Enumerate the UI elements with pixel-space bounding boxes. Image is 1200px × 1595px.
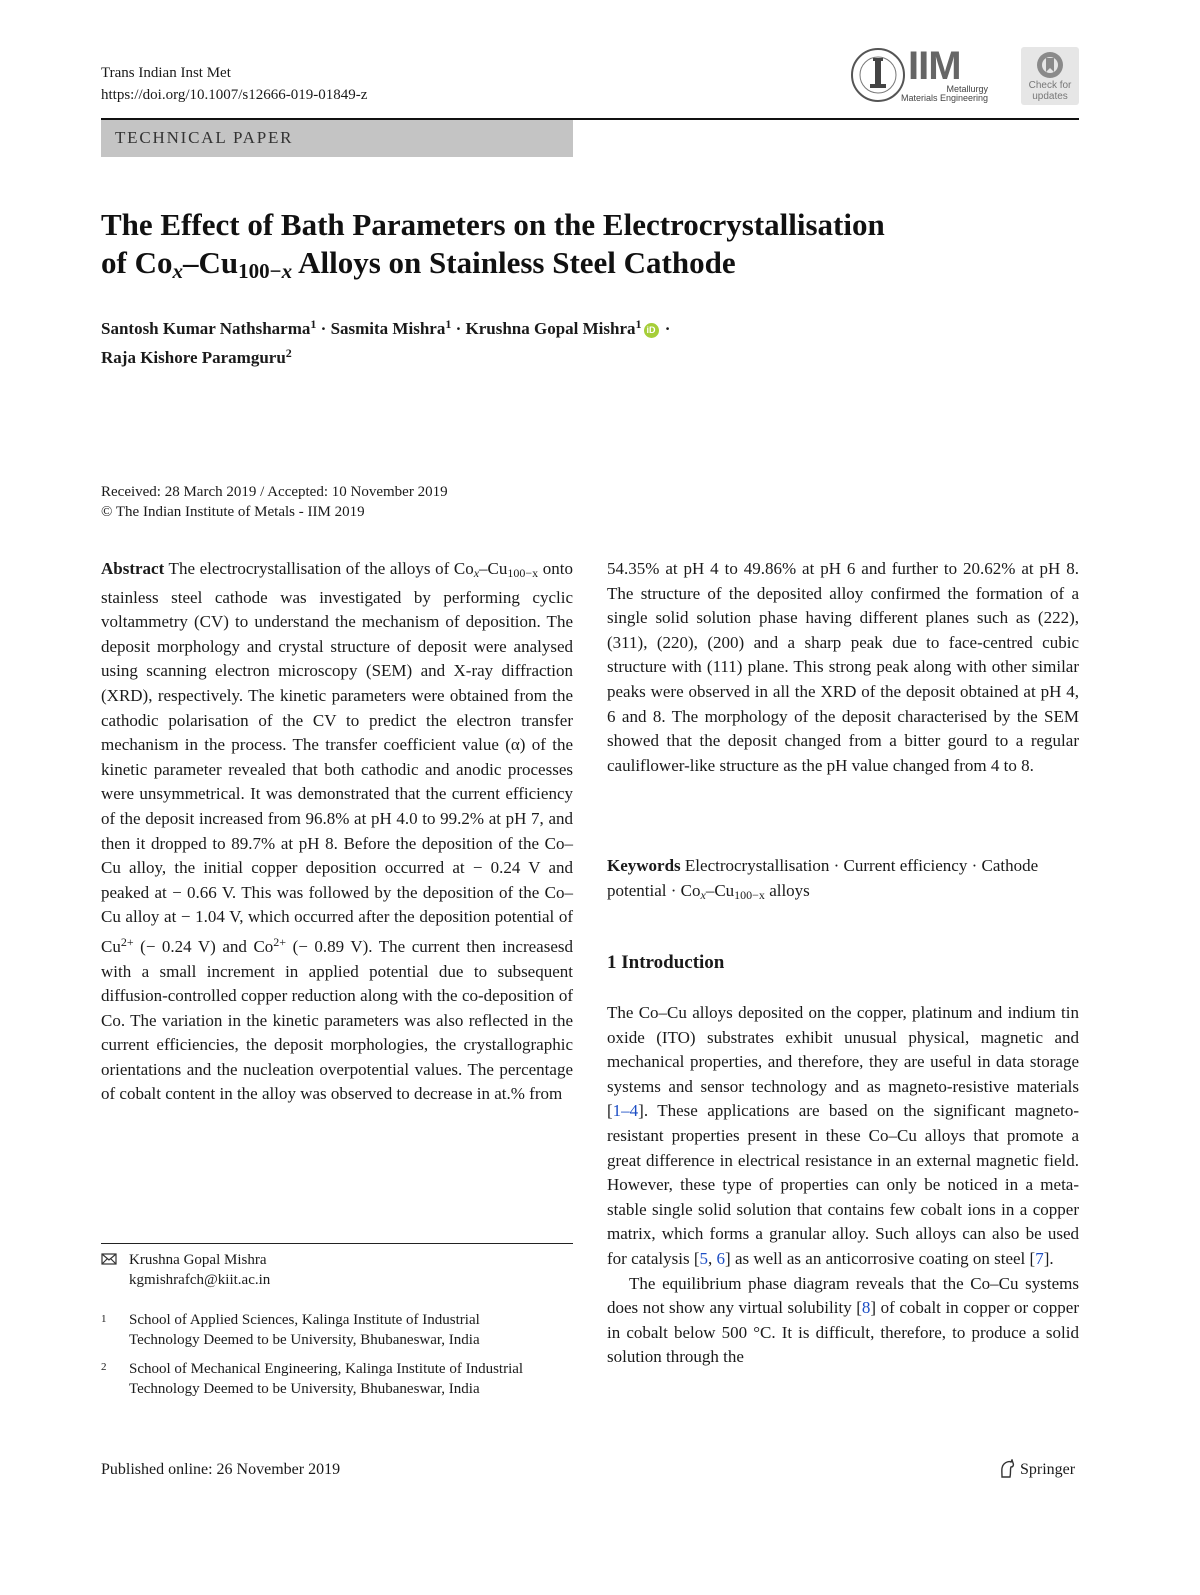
check-for-updates-badge[interactable] <box>1021 47 1079 105</box>
paper-title <box>101 206 1081 290</box>
published-online: Published online: 26 November 2019 <box>101 1461 341 1478</box>
copyright-line: © The Indian Institute of Metals - IIM 2019 <box>101 504 365 520</box>
iim-logo <box>850 46 990 104</box>
author-name[interactable]: Santosh Kumar Nathsharma <box>101 319 311 338</box>
section-type-label: TECHNICAL PAPER <box>115 128 294 147</box>
envelope-icon[interactable] <box>101 1252 117 1271</box>
title-line2: of Cox–Cu100−x Alloys on Stainless Steel Cathode <box>101 245 736 283</box>
abstract-text: Abstract The electrocrystallisation of the alloys of $Co_x-Cu_{100-x}$ onto stainless steel cathode was investigated by performing cyclic voltammetry (CV) to understand the mechanism of deposition. The deposit morphology and crystal structure of deposit were analysed using scanning electron microscopy (SEM) and X-ray diffraction (XRD), respectively. The kinetic parameters were obtained from the cathodic polarisation of the CV to predict the electron transfer mechanism in the process. The transfer coefficient value (α) of the kinetic parameter revealed that both cathodic and anodic processes were unsymmetrical. It was demonstrated that the current efficiency of the deposit increased from 96.8% at pH 4.0 to 99.2% at pH 7, and then it dropped to 89.7% at pH 8. Before the deposition of the Co–Cu alloy, the initial copper deposition occurred at − 0.24 V and peaked at − 0.66 V. This was followed by the deposition of the Co–Cu alloy at − 1.04 V, which occurred after the deposition potential of $Cu^{2+}$ (− 0.24 V) and $Co^{2+}$ (− 0.89 V). The current then increasesd with a small increment in applied potential due to subsequent diffusion-controlled copper reduction along with the co-deposition of Co. The variation in the kinetic parameters was also reflected in the current efficiencies, the deposit morphologies, the crystallographic orientations and the nucleation overpotential values. The percentage of cobalt content in the alloy was observed to decrease in at.% from <box>101 559 573 1104</box>
citation-link[interactable]: 5 <box>699 1248 709 1268</box>
corresponding-email[interactable]: kgmishrafch@kiit.ac.in <box>129 1272 271 1288</box>
abstract-label: Abstract <box>101 559 165 578</box>
springer-horse-icon <box>998 1459 1016 1484</box>
doi-link[interactable]: https://doi.org/10.1007/s12666-019-01849-z <box>101 87 368 103</box>
abstract-continued <box>607 557 1079 778</box>
abstract-column <box>101 557 573 1107</box>
affiliation-2: School of Mechanical Engineering, Kalinga Institute of Industrial Technology Deemed to be University, Bhubaneswar, India <box>129 1361 524 1397</box>
corresponding-name: Krushna Gopal Mishra <box>129 1252 267 1268</box>
title-line1: The Effect of Bath Parameters on the Electrocrystallisation <box>101 207 885 242</box>
iim-logo-line2: Materials Engineering <box>900 93 988 103</box>
keywords: Keywords Electrocrystallisation · Current efficiency · Cathode potential · $Co_x-Cu_{100-x}$ alloys <box>607 856 1039 902</box>
keywords-label: Keywords <box>607 856 681 875</box>
author-name[interactable]: Krushna Gopal Mishra <box>465 319 636 338</box>
bookmark-circle-icon <box>1035 50 1065 80</box>
abstract-continued-text: 54.35% at pH 4 to 49.86% at pH 6 and further to 20.62% at pH 8. The structure of the deposited alloy confirmed the formation of a single solid solution phase having different planes such as (222), (311), (220), (200) and a sharp peak due to face-centred cubic structure with (111) plane. This strong peak along with other similar peaks were observed in all the XRD of the deposit obtained at pH 4, 6 and 8. The morphology of the deposit characterised by the SEM showed that the deposit changed from a bitter gourd to a regular cauliflower-like structure as the pH value changed from 4 to 8. <box>607 559 1079 775</box>
article-dates <box>101 482 448 522</box>
citation-link[interactable]: 1–4 <box>612 1101 639 1121</box>
iim-logo-text: IIM <box>908 44 961 88</box>
citation-link[interactable]: 6 <box>716 1248 726 1268</box>
intro-paragraph-2: The equilibrium phase diagram reveals that the Co–Cu systems does not show any virtual solubility [8] of cobalt in copper or copper in cobalt below 500 °C. It is difficult, therefore, to produce a solid solution through the <box>607 1273 1079 1367</box>
journal-name: Trans Indian Inst Met <box>101 65 231 81</box>
iim-logo-line1: Metallurgy <box>946 84 988 94</box>
check-updates-line2: updates <box>1032 91 1068 102</box>
affiliation-1: School of Applied Sciences, Kalinga Institute of Industrial Technology Deemed to be University, Bhubaneswar, India <box>129 1312 480 1348</box>
citation-link[interactable]: 7 <box>1035 1248 1044 1268</box>
received-accepted: Received: 28 March 2019 / Accepted: 10 November 2019 <box>101 484 448 500</box>
intro-paragraph-1: The Co–Cu alloys deposited on the copper, platinum and indium tin oxide (ITO) substrates exhibit unusual physical, magnetic and mechanical properties, and therefore, they are useful in data storage systems and sensor technology and as magneto-resistive materials [1–4]. These applications are based on the significant magneto-resistant properties present in these Co–Cu alloys that promote a great difference in electrical resistance in an external magnetic field. However, these type of properties can only be noticed in a meta-stable single solid solution that contains few cobalt ions in a copper matrix, which forms a granular alloy. Such alloys can also be used for catalysis [5, 6] as well as an anticorrosive coating on steel [7]. <box>607 1003 1079 1268</box>
author-list: Santosh Kumar Nathsharma$^1$ · Sasmita Mishra$^1$ · Krushna Gopal Mishra$^1$ iD · Raja Kishore Paramguru$^2$ <box>101 317 671 367</box>
publisher-name: Springer <box>1020 1461 1076 1478</box>
orcid-icon[interactable]: iD <box>644 323 659 338</box>
footnote-marker-2: 2 <box>101 1361 107 1373</box>
section-type-band <box>101 120 573 157</box>
section-heading-introduction: 1 Introduction <box>607 952 725 973</box>
corresponding-author <box>129 1250 270 1290</box>
check-updates-line1: Check for <box>1028 80 1072 91</box>
author-name[interactable]: Sasmita Mishra <box>330 319 446 338</box>
author-name[interactable]: Raja Kishore Paramguru <box>101 348 286 367</box>
footnote-marker-1: 1 <box>101 1313 107 1325</box>
footnote-rule <box>101 1243 573 1244</box>
introduction-body <box>607 1001 1079 1370</box>
citation-link[interactable]: 8 <box>861 1298 871 1318</box>
